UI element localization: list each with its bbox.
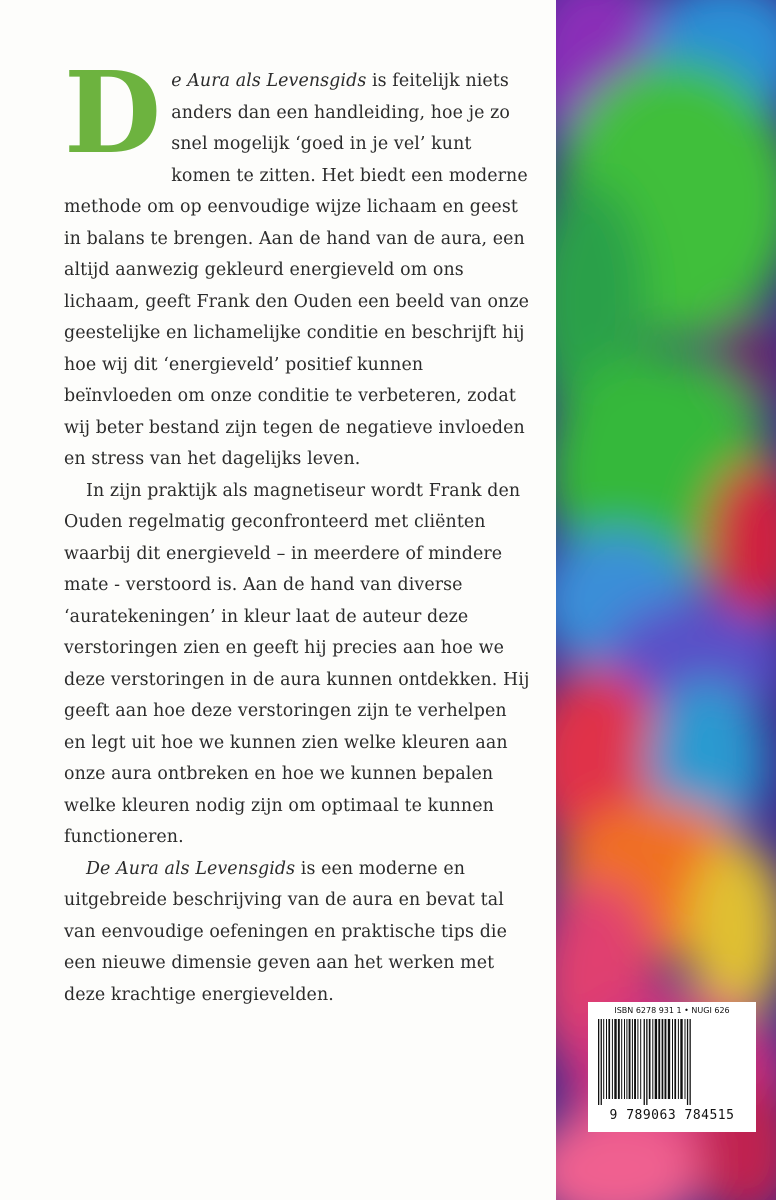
barcode-bar <box>624 1019 625 1099</box>
barcode-bar <box>603 1019 604 1099</box>
barcode-bar <box>634 1019 636 1099</box>
isbn-number: 9 789063 784515 <box>609 1108 735 1123</box>
barcode-bar <box>629 1019 631 1099</box>
barcode-bar <box>672 1019 673 1099</box>
barcode-bar <box>690 1019 691 1105</box>
barcode-bar <box>674 1019 676 1099</box>
barcode-bars <box>594 1019 750 1105</box>
barcode-bar <box>687 1019 688 1105</box>
barcode-bar <box>637 1019 638 1099</box>
barcode-bar <box>632 1019 633 1099</box>
barcode-bar <box>678 1019 679 1099</box>
barcode-bar <box>644 1019 645 1105</box>
barcode-bar <box>668 1019 670 1099</box>
isbn-barcode <box>588 1002 756 1132</box>
barcode-bar <box>621 1019 622 1099</box>
blurb-text <box>64 48 534 1011</box>
book-title-italic: De Aura als Levensgids <box>86 858 296 879</box>
barcode-bar <box>658 1019 660 1099</box>
barcode-bar <box>601 1019 602 1105</box>
barcode-bar <box>598 1019 599 1105</box>
barcode-bar <box>655 1019 657 1099</box>
barcode-bar <box>606 1019 607 1099</box>
barcode-bar <box>662 1019 664 1099</box>
isbn-label: ISBN 6278 931 1 • NUGI 626 <box>614 1006 730 1015</box>
barcode-bar <box>646 1019 647 1105</box>
barcode-bar <box>612 1019 613 1099</box>
barcode-bar <box>680 1019 682 1099</box>
barcode-bar <box>640 1019 641 1099</box>
book-title-italic: e Aura als Levensgids <box>171 71 367 91</box>
barcode-bar <box>608 1019 610 1099</box>
barcode-bar <box>652 1019 653 1099</box>
text-run: In zijn praktijk als magnetiseur wordt Frank den Ouden regelmatig geconfronteerd met cliënten waarbij dit energieveld – in meerdere of mindere mate - verstoord is. Aan de hand van diverse ‘auratekeningen’ in kleur laat de auteur deze verstoringen zien en geeft hij precies aan hoe we deze verstoringen in de aura kunnen ontdekken. Hij geeft aan hoe deze verstoringen zijn te verhelpen en legt uit hoe we kunnen zien welke kleuren aan onze aura ontbreken en hoe we kunnen bepalen welke kleuren nodig zijn om optimaal te kunnen functioneren. <box>64 480 530 847</box>
paragraph-3 <box>64 854 534 1012</box>
text-run: is feitelijk niets anders dan een handleiding, hoe je zo snel mogelijk ‘goed in je vel’ kunt komen te zitten. Het biedt een moderne methode om op eenvoudige wijze lichaam en geest in balans te brengen. Aan de hand van de aura, een altijd aanwezig gekleurd energieveld om ons lichaam, geeft Frank den Ouden een beeld van onze geestelijke en lichamelijke conditie en beschrijft hij hoe wij dit ‘energieveld’ positief kunnen beïnvloeden om onze conditie te verbeteren, zodat wij beter bestand zijn tegen de negatieve invloeden en stress van het dagelijks leven. <box>64 71 529 469</box>
barcode-bar <box>614 1019 616 1099</box>
barcode-bar <box>665 1019 667 1099</box>
barcode-bar <box>649 1019 651 1099</box>
barcode-bar <box>626 1019 627 1099</box>
text-run: is een moderne en uitgebreide beschrijving van de aura en bevat tal van eenvoudige oefeningen en praktische tips die een nieuwe dimensie geven aan het werken met deze krachtige energievelden. <box>64 858 507 1005</box>
barcode-bar <box>618 1019 620 1099</box>
dropcap-letter: D <box>64 48 162 179</box>
paragraph-2 <box>64 476 534 854</box>
barcode-bar <box>685 1019 686 1099</box>
